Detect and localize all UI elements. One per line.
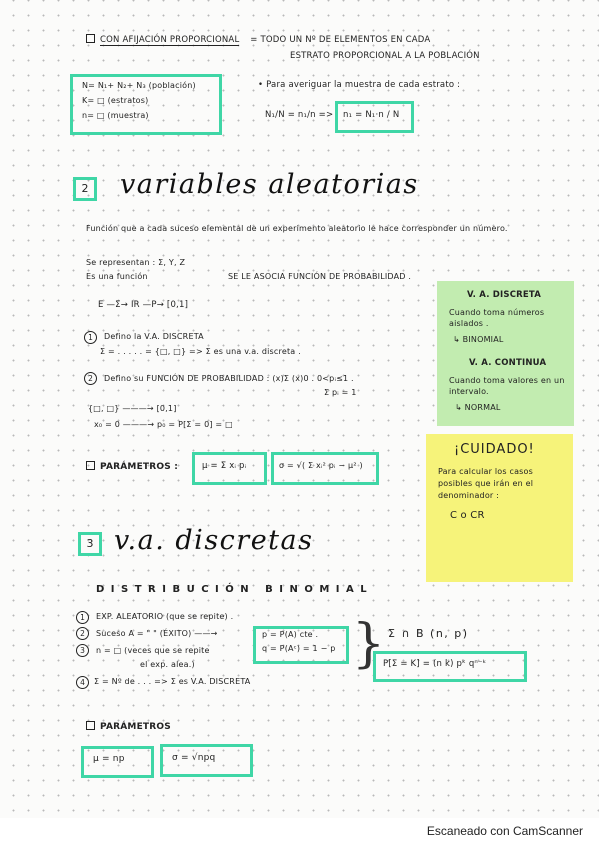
step-2a: Defino su FUNCIÓN DE PROBABILIDAD : (x)Σ (x)0 . 0<pᵢ≤1 . <box>104 374 354 383</box>
sigma-3: σ = √npq <box>172 753 216 763</box>
sticky-green-b1: ↳ BINOMIAL <box>453 335 504 344</box>
item-1-number: 1 <box>76 611 89 624</box>
item-3-number: 3 <box>76 644 89 657</box>
step-1a: Defino la V.A. DISCRETA <box>104 332 204 341</box>
item-3a: n = □ (veces que se repite <box>96 646 210 655</box>
section-3-subtitle: DISTRIBUCIÓN BINOMIAL <box>96 584 374 595</box>
binomial-distribution: Σ ∩ B (n, p) <box>388 627 469 640</box>
params-2-label-text: PARÁMETROS : <box>100 462 179 472</box>
mu-2: μ = Σ xᵢ pᵢ <box>202 461 247 471</box>
item-3b: el exp. alea.) <box>140 660 195 669</box>
header-line-2: ESTRATO PROPORCIONAL A LA POBLACIÓN <box>290 51 480 61</box>
sticky-green-h2: V. A. CONTINUA <box>469 358 547 368</box>
sticky-note-yellow <box>426 434 573 582</box>
step-1b: Σ = . . . . . = {□, □} => Σ es una v.a. discreta . <box>100 347 301 356</box>
params-3-label-text: PARÁMETROS <box>100 722 171 732</box>
step-2b: Σ pᵢ = 1 <box>324 388 357 397</box>
sticky-yellow-formula: C o CR <box>450 510 485 521</box>
section-2-title: variables aleatorias <box>120 169 419 200</box>
header-line-1 <box>86 34 430 45</box>
mapping-line: E —Σ→ IR —P→ [0,1] <box>98 300 189 310</box>
item-4: Σ = Nº de . . . => Σ es V.A. DISCRETA <box>94 677 251 686</box>
item-4-number: 4 <box>76 676 89 689</box>
section-3-number: 3 <box>78 532 102 556</box>
sticky-green-h1: V. A. DISCRETA <box>467 290 542 300</box>
def-sample: n= □ (muestra) <box>82 111 149 120</box>
section-2-definition: Función que a cada suceso elemental de un experimento aleatorio le hace corresponder un número. <box>86 224 508 233</box>
item-2: Suceso A = " " (ÉXITO) ——→ <box>96 629 218 638</box>
map2-line-b: x₀ = 0 ———→ p₀ = P[Σ = 0] = □ <box>94 420 233 429</box>
section-3-title: v.a. discretas <box>114 525 314 556</box>
params-2-label <box>86 461 178 472</box>
item-1: EXP. ALEATORIO (que se repite) . <box>96 612 234 621</box>
item-2-number: 2 <box>76 627 89 640</box>
header-line-1-right: = TODO UN Nº DE ELEMENTOS EN CADA <box>250 35 431 45</box>
sticky-yellow-text: Para calcular los casos posibles que irán en el denominador : <box>438 467 534 500</box>
muestra-ratio: N₁/N = n₁/n => <box>265 110 334 120</box>
pmf-formula: P[Σ = K] = (n k) pᵏ qⁿ⁻ᵏ <box>383 659 487 669</box>
scanner-watermark: Escaneado con CamScanner <box>426 824 583 838</box>
params-3-label <box>86 721 171 732</box>
scanner-footer <box>0 818 599 848</box>
represent-line: Se representan : Σ, Y, Z <box>86 258 186 267</box>
map2-line-a: {□, □} ———→ [0,1] <box>88 404 177 413</box>
step-2-number: 2 <box>84 372 97 385</box>
funcion-line-a: Es una función <box>86 272 148 281</box>
muestra-result: n₁ = N₁·n / N <box>343 110 400 120</box>
sticky-note-green <box>437 281 574 426</box>
header-line-1-left: CON AFIJACIÓN PROPORCIONAL <box>100 35 240 45</box>
muestra-intro: • Para averiguar la muestra de cada estrato : <box>258 80 461 90</box>
sticky-yellow-title: ¡CUIDADO! <box>454 442 535 457</box>
section-2-number: 2 <box>73 177 97 201</box>
step-1-number: 1 <box>84 331 97 344</box>
p-definition: p = P(A) cte . <box>262 630 319 639</box>
sticky-green-t2: Cuando toma valores en un intervalo. <box>449 376 565 396</box>
sticky-green-b2: ↳ NORMAL <box>455 403 501 412</box>
checkbox-icon <box>86 721 95 730</box>
def-population: N= N₁+ N₂+ N₃ (población) <box>82 81 196 90</box>
def-strata: K= □ (estratos) <box>82 96 149 105</box>
checkbox-icon <box>86 461 95 470</box>
funcion-line-b: SE LE ASOCIA FUNCIÓN DE PROBABILIDAD . <box>228 272 412 281</box>
checkbox-icon <box>86 34 95 43</box>
mu-3: μ = np <box>93 754 125 764</box>
brace-icon: } <box>352 614 386 674</box>
q-definition: q = P(Aᶜ) = 1 − p <box>262 644 336 653</box>
sigma-2: σ = √( Σ xᵢ² pᵢ − μ² ) <box>279 461 363 470</box>
sticky-green-t1: Cuando toma números aislados . <box>449 308 545 328</box>
